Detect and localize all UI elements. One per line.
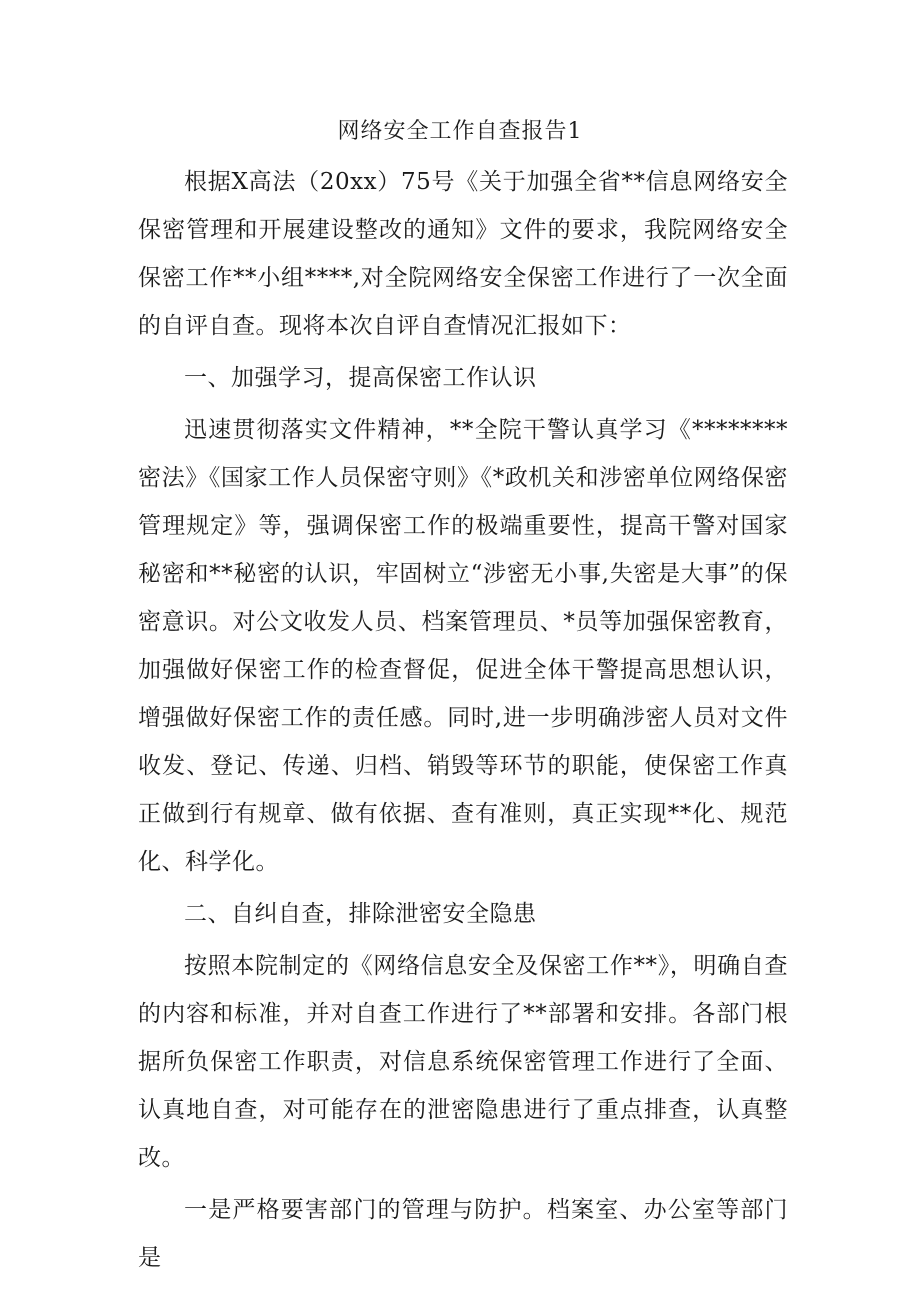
intro-paragraph: 根据X高法（20xx）75号《关于加强全省**信息网络安全保密管理和开展建设整改的通知》文件的要求，我院网络安全保密工作**小组****,对全院网络安全保密工作进行了一次全面的自评自查。现将本次自评自查情况汇报如下：	[138, 169, 788, 339]
section-2-paragraph: 按照本院制定的《网络信息安全及保密工作**》，明确自查的内容和标准，并对自查工作进行了**部署和安排。各部门根据所负保密工作职责，对信息系统保密管理工作进行了全面、认真地自查，对可能存在的泄密隐患进行了重点排查，认真整改。	[138, 953, 788, 1171]
document-body	[138, 158, 788, 1282]
section-2-point-1: 一是严格要害部门的管理与防护。档案室、办公室等部门是	[138, 1197, 788, 1271]
section-1-paragraph: 迅速贯彻落实文件精神，**全院干警认真学习《********密法》《国家工作人员保密守则》《*政机关和涉密单位网络保密管理规定》等，强调保密工作的极端重要性，提高干警对国家秘密和**秘密的认识，牢固树立“涉密无小事,失密是大事”的保密意识。对公文收发人员、档案管理员、*员等加强保密教育，加强做好保密工作的检查督促，促进全体干警提高思想认识，增强做好保密工作的责任感。同时,进一步明确涉密人员对文件收发、登记、传递、归档、销毁等环节的职能，使保密工作真正做到行有规章、做有依据、查有准则，真正实现**化、规范化、科学化。	[138, 417, 788, 875]
section-heading-1: 一、加强学习，提高保密工作认识	[184, 365, 537, 391]
document-title: 网络安全工作自查报告1	[337, 119, 583, 144]
section-heading-2: 二、自纠自查，排除泄密安全隐患	[184, 901, 537, 927]
